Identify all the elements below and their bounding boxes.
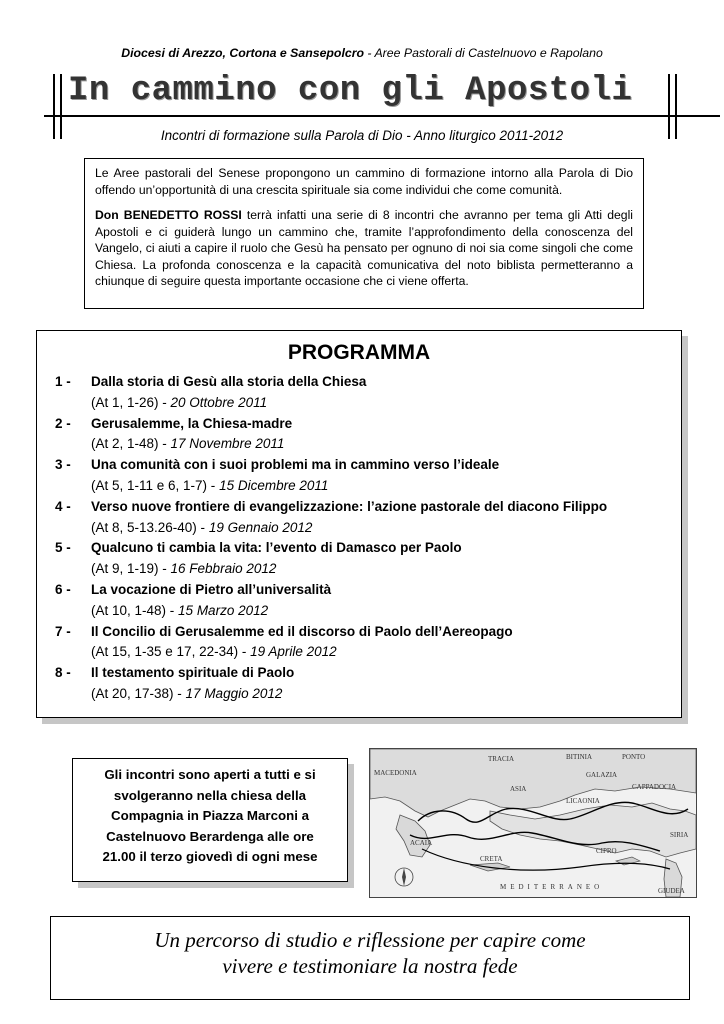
programma-item-title <box>55 372 675 393</box>
programma-item-ref <box>55 642 675 663</box>
item-reference: (At 9, 1-19) - <box>91 561 171 577</box>
item-date: 16 Febbraio 2012 <box>170 561 277 577</box>
item-date: 19 Gennaio 2012 <box>208 519 313 535</box>
item-reference: (At 1, 1-26) - <box>91 394 171 410</box>
item-title-text: Dalla storia di Gesù alla storia della Chiesa <box>91 374 367 389</box>
map-label-acaia: ACAIA <box>410 839 433 847</box>
programma-item-title <box>55 580 675 601</box>
item-title-text: Qualcuno ti cambia la vita: l’evento di Damasco per Paolo <box>91 540 462 556</box>
programma-item-ref <box>55 434 675 455</box>
journey-map <box>369 748 697 898</box>
programma-heading: PROGRAMMA <box>287 341 431 364</box>
item-reference: (At 15, 1-35 e 17, 22-34) - <box>91 644 251 660</box>
item-reference: (At 20, 17-38) - <box>91 685 186 701</box>
map-label-tracia: TRACIA <box>488 755 515 763</box>
map-label-ponto: PONTO <box>622 753 646 761</box>
map-label-licaonia: LICAONIA <box>566 797 600 805</box>
programma-item-ref <box>55 559 675 580</box>
info-line: Compagnia in Piazza Marconi a <box>110 808 310 823</box>
programma-item-ref <box>55 518 675 539</box>
item-number: 7 - <box>55 623 71 639</box>
item-number: 3 - <box>55 457 71 473</box>
intro-paragraph-2 <box>95 207 633 290</box>
programma-item-ref <box>55 476 675 497</box>
map-label-macedonia: MACEDONIA <box>374 769 417 777</box>
programma-item-ref <box>55 684 675 705</box>
closing-box <box>50 916 690 1000</box>
map-label-siria: SIRIA <box>670 831 689 839</box>
programma-item-ref <box>55 393 675 414</box>
closing-line-2: vivere e testimoniare la nostra fede <box>222 954 518 978</box>
item-number: 4 - <box>55 498 71 514</box>
programma-item-title <box>55 497 675 518</box>
map-label-galazia: GALAZIA <box>586 771 618 779</box>
info-line: Castelnuovo Berardenga alle ore <box>106 828 314 844</box>
page-title: In cammino con gli Apostoli <box>68 72 633 110</box>
item-reference: (At 8, 5-13.26-40) - <box>91 519 209 535</box>
item-reference: (At 2, 1-48) - <box>91 436 171 452</box>
pastoral-areas: Aree Pastorali di Castelnuovo e Rapolano <box>374 46 603 60</box>
map-illustration <box>370 749 696 897</box>
item-title-text: Il testamento spirituale di Paolo <box>91 665 295 681</box>
programma-item-title <box>55 414 675 435</box>
item-title-text: Una comunità con i suoi problemi ma in cammino verso l’ideale <box>91 457 500 473</box>
item-number: 1 - <box>55 374 71 389</box>
programma-item-ref <box>55 601 675 622</box>
map-label-cappadocia: CAPPADOCIA <box>632 783 677 791</box>
item-number: 5 - <box>55 540 71 556</box>
item-number: 8 - <box>55 665 71 681</box>
item-number: 2 - <box>55 415 71 431</box>
item-date: 17 Maggio 2012 <box>185 685 283 701</box>
speaker-name: Don BENEDETTO ROSSI <box>95 208 242 222</box>
item-date: 15 Dicembre 2011 <box>219 477 329 493</box>
item-date: 17 Novembre 2011 <box>170 436 285 452</box>
page-subtitle: Incontri di formazione sulla Parola di Dio - Anno liturgico 2011-2012 <box>160 128 564 143</box>
item-title-text: Il Concilio di Gerusalemme ed il discorso di Paolo dell’Aereopago <box>91 623 513 639</box>
info-line: 21.00 il terzo giovedì di ogni mese <box>102 849 318 864</box>
item-reference: (At 5, 1-11 e 6, 1-7) - <box>91 477 220 493</box>
item-reference: (At 10, 1-48) - <box>91 602 179 618</box>
map-compass-needle <box>402 868 406 886</box>
item-date: 15 Marzo 2012 <box>178 602 269 618</box>
item-title-text: La vocazione di Pietro all’universalità <box>91 581 332 597</box>
map-label-bitinia: BITINIA <box>566 753 593 761</box>
item-number: 6 - <box>55 581 71 597</box>
header-separator: - <box>364 46 375 60</box>
item-title-text: Verso nuove frontiere di evangelizzazione: l’azione pastorale del diacono Filippo <box>91 498 608 514</box>
map-label-asia: ASIA <box>510 785 527 793</box>
programma-list <box>55 372 675 705</box>
info-line: svolgeranno nella chiesa della <box>113 787 307 803</box>
item-date: 19 Aprile 2012 <box>250 644 337 660</box>
map-label-mediterraneo: MEDITERRANEO <box>500 883 604 891</box>
info-box <box>72 758 348 882</box>
info-line: Gli incontri sono aperti a tutti e si <box>104 767 316 782</box>
item-date: 20 Ottobre 2011 <box>170 394 268 410</box>
map-label-creta: CRETA <box>480 855 503 863</box>
map-label-giudea: GIUDEA <box>658 887 685 895</box>
item-title-text: Gerusalemme, la Chiesa-madre <box>91 415 293 431</box>
header-line <box>0 46 724 60</box>
intro-paragraph-1: Le Aree pastorali del Senese propongono un cammino di formazione intorno alla Parola di Dio offendo un’opportunità di una crescita spirituale sia come individui che come comunità. <box>95 166 633 197</box>
programma-item-title <box>55 663 675 684</box>
diocese-name: Diocesi di Arezzo, Cortona e Sansepolcro <box>121 46 364 60</box>
map-label-cipro: CIPRO <box>596 847 617 855</box>
closing-line-1: Un percorso di studio e riflessione per capire come <box>154 928 586 952</box>
programma-item-title <box>55 538 675 559</box>
intro-paragraph-2-text: terrà infatti una serie di 8 incontri che avranno per tema gli Atti degli Apostoli e ci guiderà lungo un cammino che, tramite l’approfondimento della conoscenza del Vangelo, ci aiuti a capire il ruolo che Gesù ha pensato per ognuno di noi sia come singoli che come Chiesa. La profonda conoscenza e la capacità comunicativa del noto biblista permetteranno a chiunque di seguire questa importante occasione che ci viene offerta. <box>95 208 633 288</box>
programma-item-title <box>55 455 675 476</box>
title-rule <box>44 115 720 117</box>
programma-box <box>36 330 682 718</box>
programma-item-title <box>55 622 675 643</box>
intro-box <box>84 158 644 309</box>
